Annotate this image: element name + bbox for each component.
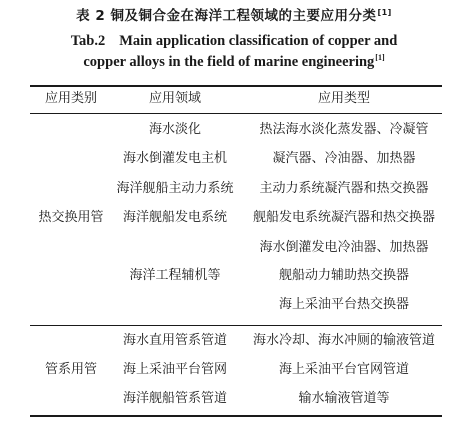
table-caption-en-line1	[0, 33, 468, 50]
header-type: 应用类型	[317, 91, 371, 106]
type-cell: 主动力系统凝汽器和热交换器	[259, 181, 429, 196]
table-caption-en-line2	[0, 54, 468, 71]
type-cell: 舰船动力辅助热交换器	[278, 268, 410, 283]
type-cell: 海水冷却、海水冲厕的输液管道	[252, 333, 436, 348]
type-cell: 海水倒灌发电冷油器、加热器	[259, 240, 429, 255]
field-cell: 海水淡化	[148, 122, 202, 137]
caption-cn-ref: [1]	[377, 7, 392, 17]
table-top-rule	[30, 85, 442, 87]
field-cell: 海洋工程辅机等	[129, 268, 221, 283]
caption-en-label: Tab.2	[70, 33, 106, 49]
field-cell: 海洋舰船管系管道	[122, 391, 228, 406]
table-bottom-rule	[30, 415, 442, 417]
type-cell: 输水输液管道等	[298, 391, 390, 406]
header-category: 应用类别	[44, 91, 98, 106]
table-header-rule	[30, 113, 442, 114]
field-cell: 海上采油平台管网	[122, 362, 228, 377]
field-cell: 海水直用管系管道	[122, 333, 228, 348]
field-cell: 海洋舰船主动力系统	[116, 181, 234, 196]
type-cell: 热法海水淡化蒸发器、冷凝管	[259, 122, 429, 137]
caption-en-ref: [1]	[375, 53, 385, 63]
type-cell: 海上采油平台热交换器	[278, 297, 410, 312]
field-cell: 海洋舰船发电系统	[122, 210, 228, 225]
header-field: 应用领域	[148, 91, 202, 106]
caption-en-text-1: Main application classification of copper and	[119, 33, 398, 49]
type-cell: 海上采油平台官网管道	[278, 362, 410, 377]
caption-en-text-2: copper alloys in the field of marine engineering	[83, 54, 375, 70]
caption-cn-title: 表 2 铜及铜合金在海洋工程领域的主要应用分类	[76, 8, 377, 24]
category-heat-exchange: 热交换用管	[38, 210, 104, 225]
type-cell: 凝汽器、冷油器、加热器	[272, 151, 416, 166]
table-group-rule	[30, 325, 442, 326]
category-piping: 管系用管	[44, 362, 98, 377]
type-cell: 舰船发电系统凝汽器和热交换器	[252, 210, 436, 225]
field-cell: 海水倒灌发电主机	[122, 151, 228, 166]
table-caption-cn	[0, 4, 468, 24]
